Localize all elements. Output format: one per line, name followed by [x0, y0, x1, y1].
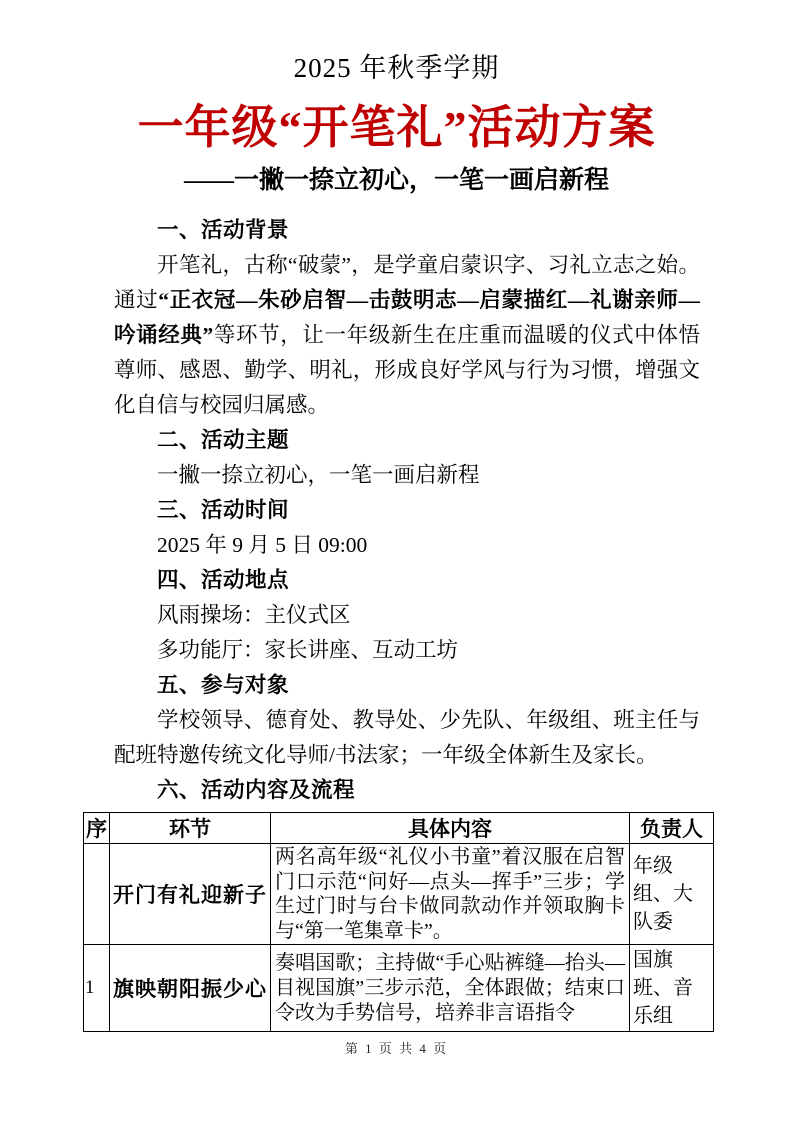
table-cell-content: 两名高年级“礼仪小书童”着汉服在启智门口示范“问好—点头—挥手”三步；学生过门时与台卡做同款动作并领取胸卡与“第一笔集章卡”。 [271, 844, 630, 945]
location-line-1: 风雨操场：主仪式区 [157, 603, 351, 627]
table-header-seq: 序 [84, 813, 110, 844]
page-number: 第 1 页 共 4 页 [344, 1041, 449, 1056]
background-text-normal-2: 等环节，让一年级新生在庄重而温暖的仪式中体悟尊师、感恩、勤学、明礼，形成良好学风与行为习惯，增强文化自信与校园归属感。 [114, 323, 700, 417]
activity-flow-table [83, 812, 714, 1032]
background-text-normal-1: 开笔礼，古称“破蒙”，是学童启蒙识字、习礼立志之始。通过 [114, 253, 700, 312]
section-heading-flow: 六、活动内容及流程 [157, 778, 356, 802]
time-line: 2025 年 9 月 5 日 09:00 [157, 533, 368, 557]
section-heading-time: 三、活动时间 [157, 498, 290, 522]
table-header-owner: 负责人 [630, 813, 714, 844]
document-title: 一年级“开笔礼”活动方案 [137, 102, 656, 153]
location-line-2: 多功能厅：家长讲座、互动工坊 [157, 638, 459, 662]
table-cell-owner: 年级组、大队委 [630, 844, 714, 945]
table-cell-seq [84, 844, 110, 945]
participants-paragraph: 学校领导、德育处、教导处、少先队、年级组、班主任与配班特邀传统文化导师/书法家；一年级全体新生及家长。 [114, 708, 700, 767]
section-heading-location: 四、活动地点 [157, 568, 290, 592]
table-cell-content: 奏唱国歌；主持做“手心贴裤缝—抬头—目视国旗”三步示范，全体跟做；结束口令改为手势信号，培养非言语指令 [271, 945, 630, 1032]
document-subtitle: ——一撇一捺立初心，一笔一画启新程 [183, 167, 609, 194]
table-row [84, 945, 714, 1032]
background-paragraph [114, 248, 700, 423]
table-cell-owner: 国旗班、音乐组 [630, 945, 714, 1032]
section-heading-participants: 五、参与对象 [157, 673, 290, 697]
background-text-bold: “正衣冠—朱砂启智—击鼓明志—启蒙描红—礼谢亲师—吟诵经典” [114, 288, 700, 347]
table-header-row [84, 813, 714, 844]
table-cell-stage: 开门有礼迎新子 [110, 844, 271, 945]
table-header-stage: 环节 [110, 813, 271, 844]
section-heading-theme: 二、活动主题 [157, 428, 290, 452]
semester-heading: 2025 年秋季学期 [293, 53, 500, 83]
section-heading-background: 一、活动背景 [157, 218, 290, 242]
table-row [84, 844, 714, 945]
document-body [114, 213, 700, 808]
theme-line: 一撇一捺立初心，一笔一画启新程 [157, 463, 480, 487]
table-cell-seq: 1 [84, 945, 110, 1032]
table-cell-stage: 旗映朝阳振少心 [110, 945, 271, 1032]
table-header-content: 具体内容 [271, 813, 630, 844]
